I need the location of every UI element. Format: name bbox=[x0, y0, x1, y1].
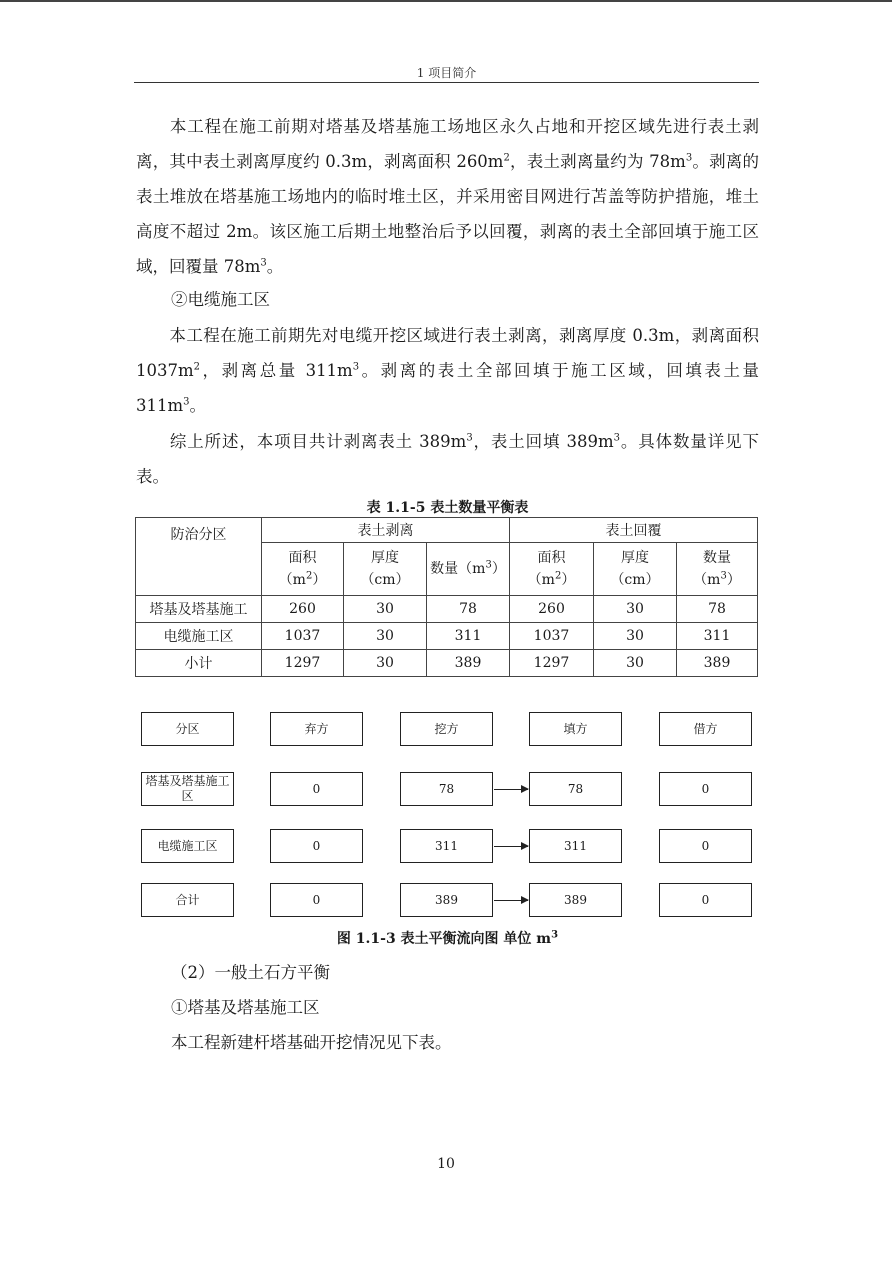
cell-zone: 塔基及塔基施工 bbox=[136, 596, 262, 623]
flow-fill-box: 78 bbox=[529, 772, 622, 806]
cell-value: 30 bbox=[344, 596, 427, 623]
cell-value: 311 bbox=[677, 623, 758, 650]
flow-arrow bbox=[494, 900, 528, 901]
cell-value: 1037 bbox=[262, 623, 344, 650]
cell-zone: 小计 bbox=[136, 650, 262, 677]
flow-waste-box: 0 bbox=[270, 772, 363, 806]
table-row bbox=[136, 650, 758, 677]
paragraph-tower-stripping: 本工程在施工前期对塔基及塔基施工场地区永久占地和开挖区域先进行表土剥离，其中表土剥离厚度约 0.3m，剥离面积 $260m^2$，表土剥离量约为 $78m^3$。剥离的表土堆放在塔基施工场地内的临时堆土区，并采用密目网进行苫盖等防护措施，堆土高度不超过 2m。该区施工后期土地整治后予以回覆，剥离的表土全部回填于施工区域，回覆量 $78m^3$。 bbox=[136, 117, 760, 276]
flow-header-zone: 分区 bbox=[141, 712, 234, 746]
flow-header-cut: 挖方 bbox=[400, 712, 493, 746]
paragraph-cable-stripping: 本工程在施工前期先对电缆开挖区域进行表土剥离，剥离厚度 0.3m，剥离面积 $1037m^2$，剥离总量 $311m^3$。剥离的表土全部回填于施工区域，回填表土量 $311m^3$。 bbox=[136, 326, 760, 415]
header-backfill-area: 面积 $(m^2)$ bbox=[510, 543, 594, 596]
heading-tower-area: ①塔基及塔基施工区 bbox=[171, 998, 320, 1017]
flow-header-fill: 填方 bbox=[529, 712, 622, 746]
cell-value: 260 bbox=[510, 596, 594, 623]
cell-value: 30 bbox=[594, 596, 677, 623]
flow-borrow-box: 0 bbox=[659, 829, 752, 863]
table-row bbox=[136, 623, 758, 650]
heading-earthwork: （2）一般土石方平衡 bbox=[171, 963, 330, 982]
flow-borrow-box: 0 bbox=[659, 883, 752, 917]
flow-header-waste: 弃方 bbox=[270, 712, 363, 746]
flow-borrow-box: 0 bbox=[659, 772, 752, 806]
flow-fill-box: 389 bbox=[529, 883, 622, 917]
table-row bbox=[136, 596, 758, 623]
header-strip-area: 面积 $(m^2)$ bbox=[262, 543, 344, 596]
flow-zone-box: 电缆施工区 bbox=[141, 829, 234, 863]
cell-value: 1297 bbox=[510, 650, 594, 677]
cell-value: 1297 bbox=[262, 650, 344, 677]
figure-caption: 图 1.1-3 表土平衡流向图 单位 $m^3$ bbox=[336, 929, 559, 947]
cell-value: 30 bbox=[594, 623, 677, 650]
flow-fill-box: 311 bbox=[529, 829, 622, 863]
cell-value: 78 bbox=[427, 596, 510, 623]
topsoil-balance-table bbox=[135, 517, 758, 677]
cell-zone: 电缆施工区 bbox=[136, 623, 262, 650]
header-backfill-quantity: 数量 $(m^3)$ bbox=[677, 543, 758, 596]
header-strip-quantity: 数量$(m^3)$ bbox=[427, 543, 510, 596]
header-stripping: 表土剥离 bbox=[262, 518, 510, 543]
flow-cut-box: 311 bbox=[400, 829, 493, 863]
flow-arrow bbox=[494, 846, 528, 847]
cell-value: 30 bbox=[594, 650, 677, 677]
heading-cable-area: ②电缆施工区 bbox=[171, 290, 270, 309]
flow-header-borrow: 借方 bbox=[659, 712, 752, 746]
header-backfill-thickness: 厚度 （cm） bbox=[594, 543, 677, 596]
paragraph-summary: 综上所述，本项目共计剥离表土 $389m^3$，表土回填 $389m^3$。具体数量详见下表。 bbox=[136, 432, 760, 486]
cell-value: 30 bbox=[344, 650, 427, 677]
flow-waste-box: 0 bbox=[270, 829, 363, 863]
cell-value: 260 bbox=[262, 596, 344, 623]
paragraph-excavation-intro: 本工程新建杆塔基础开挖情况见下表。 bbox=[171, 1033, 452, 1052]
flow-cut-box: 389 bbox=[400, 883, 493, 917]
running-header: 1 项目简介 bbox=[134, 64, 759, 83]
flow-arrow bbox=[494, 789, 528, 790]
page-number: 10 bbox=[437, 1156, 455, 1172]
flow-cut-box: 78 bbox=[400, 772, 493, 806]
flow-zone-box: 合计 bbox=[141, 883, 234, 917]
cell-value: 389 bbox=[427, 650, 510, 677]
table-caption: 表 1.1-5 表土数量平衡表 bbox=[366, 500, 529, 516]
cell-value: 1037 bbox=[510, 623, 594, 650]
header-backfill: 表土回覆 bbox=[510, 518, 758, 543]
flow-zone-box: 塔基及塔基施工区 bbox=[141, 772, 234, 806]
cell-value: 311 bbox=[427, 623, 510, 650]
flow-waste-box: 0 bbox=[270, 883, 363, 917]
top-border bbox=[0, 0, 892, 2]
header-strip-thickness: 厚度 （cm） bbox=[344, 543, 427, 596]
header-zone: 防治分区 bbox=[136, 518, 262, 596]
cell-value: 78 bbox=[677, 596, 758, 623]
cell-value: 30 bbox=[344, 623, 427, 650]
cell-value: 389 bbox=[677, 650, 758, 677]
